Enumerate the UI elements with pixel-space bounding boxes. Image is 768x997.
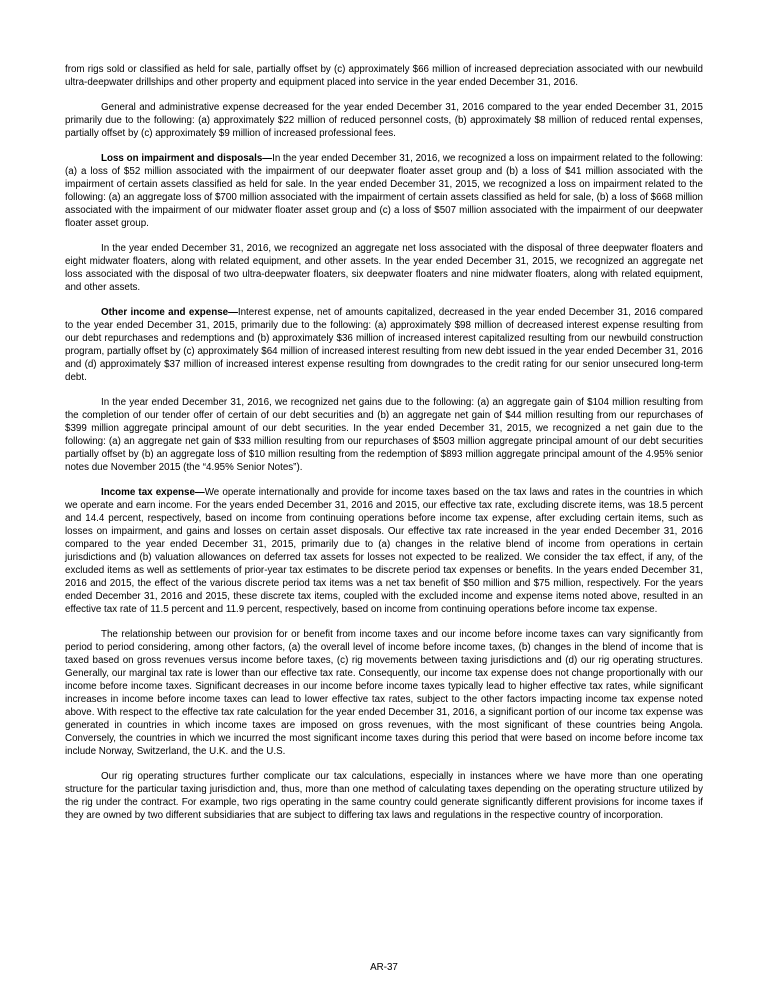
para-text: General and administrative expense decreased for the year ended December 31, 2016 compared to the year ended December 31, 2015 primarily due to the following: (a) approximately $22 million of reduced personnel costs, (b) approximately $8 million of reduced rental expenses, partially offset by (c) approximately $9 million of increased professional fees. xyxy=(65,102,703,139)
para-text: We operate internationally and provide for income taxes based on the tax laws and rates in the countries in which we operate and earn income. For the years ended December 31, 2016 and 2015, our effective tax rate, excluding discrete items, was 18.5 percent and 14.4 percent, respectively, based on income from continuing operations before income tax expense, after excluding certain items, such as losses on impairment, and gains and losses on certain asset disposals. Our effective tax rate increased in the year ended December 31, 2016 compared to the year ended December 31, 2015, primarily due to (a) changes in the relative blend of income from operations in certain jurisdictions and (b) valuation allowances on deferred tax assets for losses not expected to be realized. We consider the tax effect, if any, of the excluded items as well as settlements of prior-year tax estimates to be discrete period tax expenses or benefits. In the years ended December 31, 2016 and 2015, the effect of the various discrete period tax items was a net tax benefit of $50 million and $75 million, respectively. For the years ended December 31, 2016 and 2015, these discrete tax items, coupled with the excluded income and expense items noted above, resulted in an effective tax rate of 11.5 percent and 11.9 percent, respectively, based on income from continuing operations before income tax expense. xyxy=(65,487,703,615)
para-rig-operating-structures xyxy=(65,770,703,822)
para-general-administrative xyxy=(65,101,703,140)
para-text: In the year ended December 31, 2016, we recognized a loss on impairment related to the following: (a) a loss of $52 million associated with the impairment of our deepwater floater asset group and (b) a loss of $41 million associated with the impairment of certain assets classified as held for sale. In the year ended December 31, 2015, we recognized a loss on impairment related to the following: (a) an aggregate loss of $700 million associated with the impairment of certain assets classified as held for sale, (b) a loss of $668 million associated with the impairment of our midwater floater asset group and (c) a loss of $507 million associated with the impairment of our deepwater floater asset group. xyxy=(65,153,703,229)
para-text: In the year ended December 31, 2016, we recognized an aggregate net loss associated with the disposal of three deepwater floaters and eight midwater floaters, along with related equipment, and other assets. In the year ended December 31, 2015, we recognized an aggregate net loss associated with the disposal of two ultra-deepwater floaters, six deepwater floaters and nine midwater floaters, along with related equipment, and other assets. xyxy=(65,243,703,293)
para-disposal-net-loss xyxy=(65,242,703,294)
para-text: from rigs sold or classified as held for sale, partially offset by (c) approximately $66 million of increased depreciation associated with our newbuild ultra-deepwater drillships and other property and equipment placed into service in the year ended December 31, 2016. xyxy=(65,64,703,88)
para-loss-impairment-disposals xyxy=(65,152,703,230)
para-net-gains-debt xyxy=(65,396,703,474)
para-text: Interest expense, net of amounts capitalized, decreased in the year ended December 31, 2016 compared to the year ended December 31, 2015, primarily due to the following: (a) approximately $98 million of decreased interest expense resulting from our debt repurchases and redemptions and (b) approximately $36 million of increased interest capitalized resulting from our newbuild construction program, partially offset by (c) approximately $64 million of increased interest resulting from new debt issued in the year ended December 31, 2016 and (d) approximately $37 million of increased interest expense resulting from downgrades to the credit rating for our senior unsecured long-term debt. xyxy=(65,307,703,383)
para-lead-bold: Other income and expense— xyxy=(101,307,238,318)
para-lead-bold: Income tax expense— xyxy=(101,487,205,498)
para-lead-bold: Loss on impairment and disposals— xyxy=(101,153,273,164)
para-tax-provision-relationship xyxy=(65,628,703,758)
para-text: The relationship between our provision for or benefit from income taxes and our income before income taxes can vary significantly from period to period considering, among other factors, (a) the overall level of income before income taxes, (b) changes in the blend of income that is taxed based on gross revenues versus income before taxes, (c) rig movements between taxing jurisdictions and (d) our rig operating structures. Generally, our marginal tax rate is lower than our effective tax rate. Consequently, our income tax expense does not change proportionally with our income before income taxes. Significant decreases in our income before income taxes typically lead to higher effective tax rates, while significant increases in income before income taxes can lead to lower effective tax rates, subject to the other factors impacting income tax expense noted above. With respect to the effective tax rate calculation for the year ended December 31, 2016, a significant portion of our income tax expense was generated in countries in which income taxes are imposed on gross revenues, with the most significant of these countries being Angola. Conversely, the countries in which we incurred the most significant income taxes during this period that were based on income before income tax include Norway, Switzerland, the U.K. and the U.S. xyxy=(65,629,703,757)
para-other-income-expense xyxy=(65,306,703,384)
page-number: AR-37 xyxy=(370,962,398,973)
para-text: In the year ended December 31, 2016, we recognized net gains due to the following: (a) an aggregate gain of $104 million resulting from the completion of our tender offer of certain of our debt securities and (b) an aggregate net gain of $44 million resulting from our repurchases of $399 million aggregate principal amount of our debt securities. In the year ended December 31, 2015, we recognized a net gain due to the following: (a) an aggregate net gain of $33 million resulting from our repurchases of $503 million aggregate principal amount of our debt securities partially offset by (b) an aggregate loss of $10 million resulting from the redemption of $893 million aggregate principal amount of the 4.95% senior notes due November 2015 (the “4.95% Senior Notes”). xyxy=(65,397,703,473)
page-body-text xyxy=(65,63,703,834)
para-income-tax-expense xyxy=(65,486,703,616)
para-text: Our rig operating structures further complicate our tax calculations, especially in instances where we have more than one operating structure for the particular taxing jurisdiction and, thus, more than one method of calculating taxes depending on the operating structure utilized by the rig under the contract. For example, two rigs operating in the same country could generate significantly different provisions for income taxes if they are owned by two different subsidiaries that are subject to differing tax laws and regulations in the respective country of incorporation. xyxy=(65,771,703,821)
para-depreciation-continuation xyxy=(65,63,703,89)
